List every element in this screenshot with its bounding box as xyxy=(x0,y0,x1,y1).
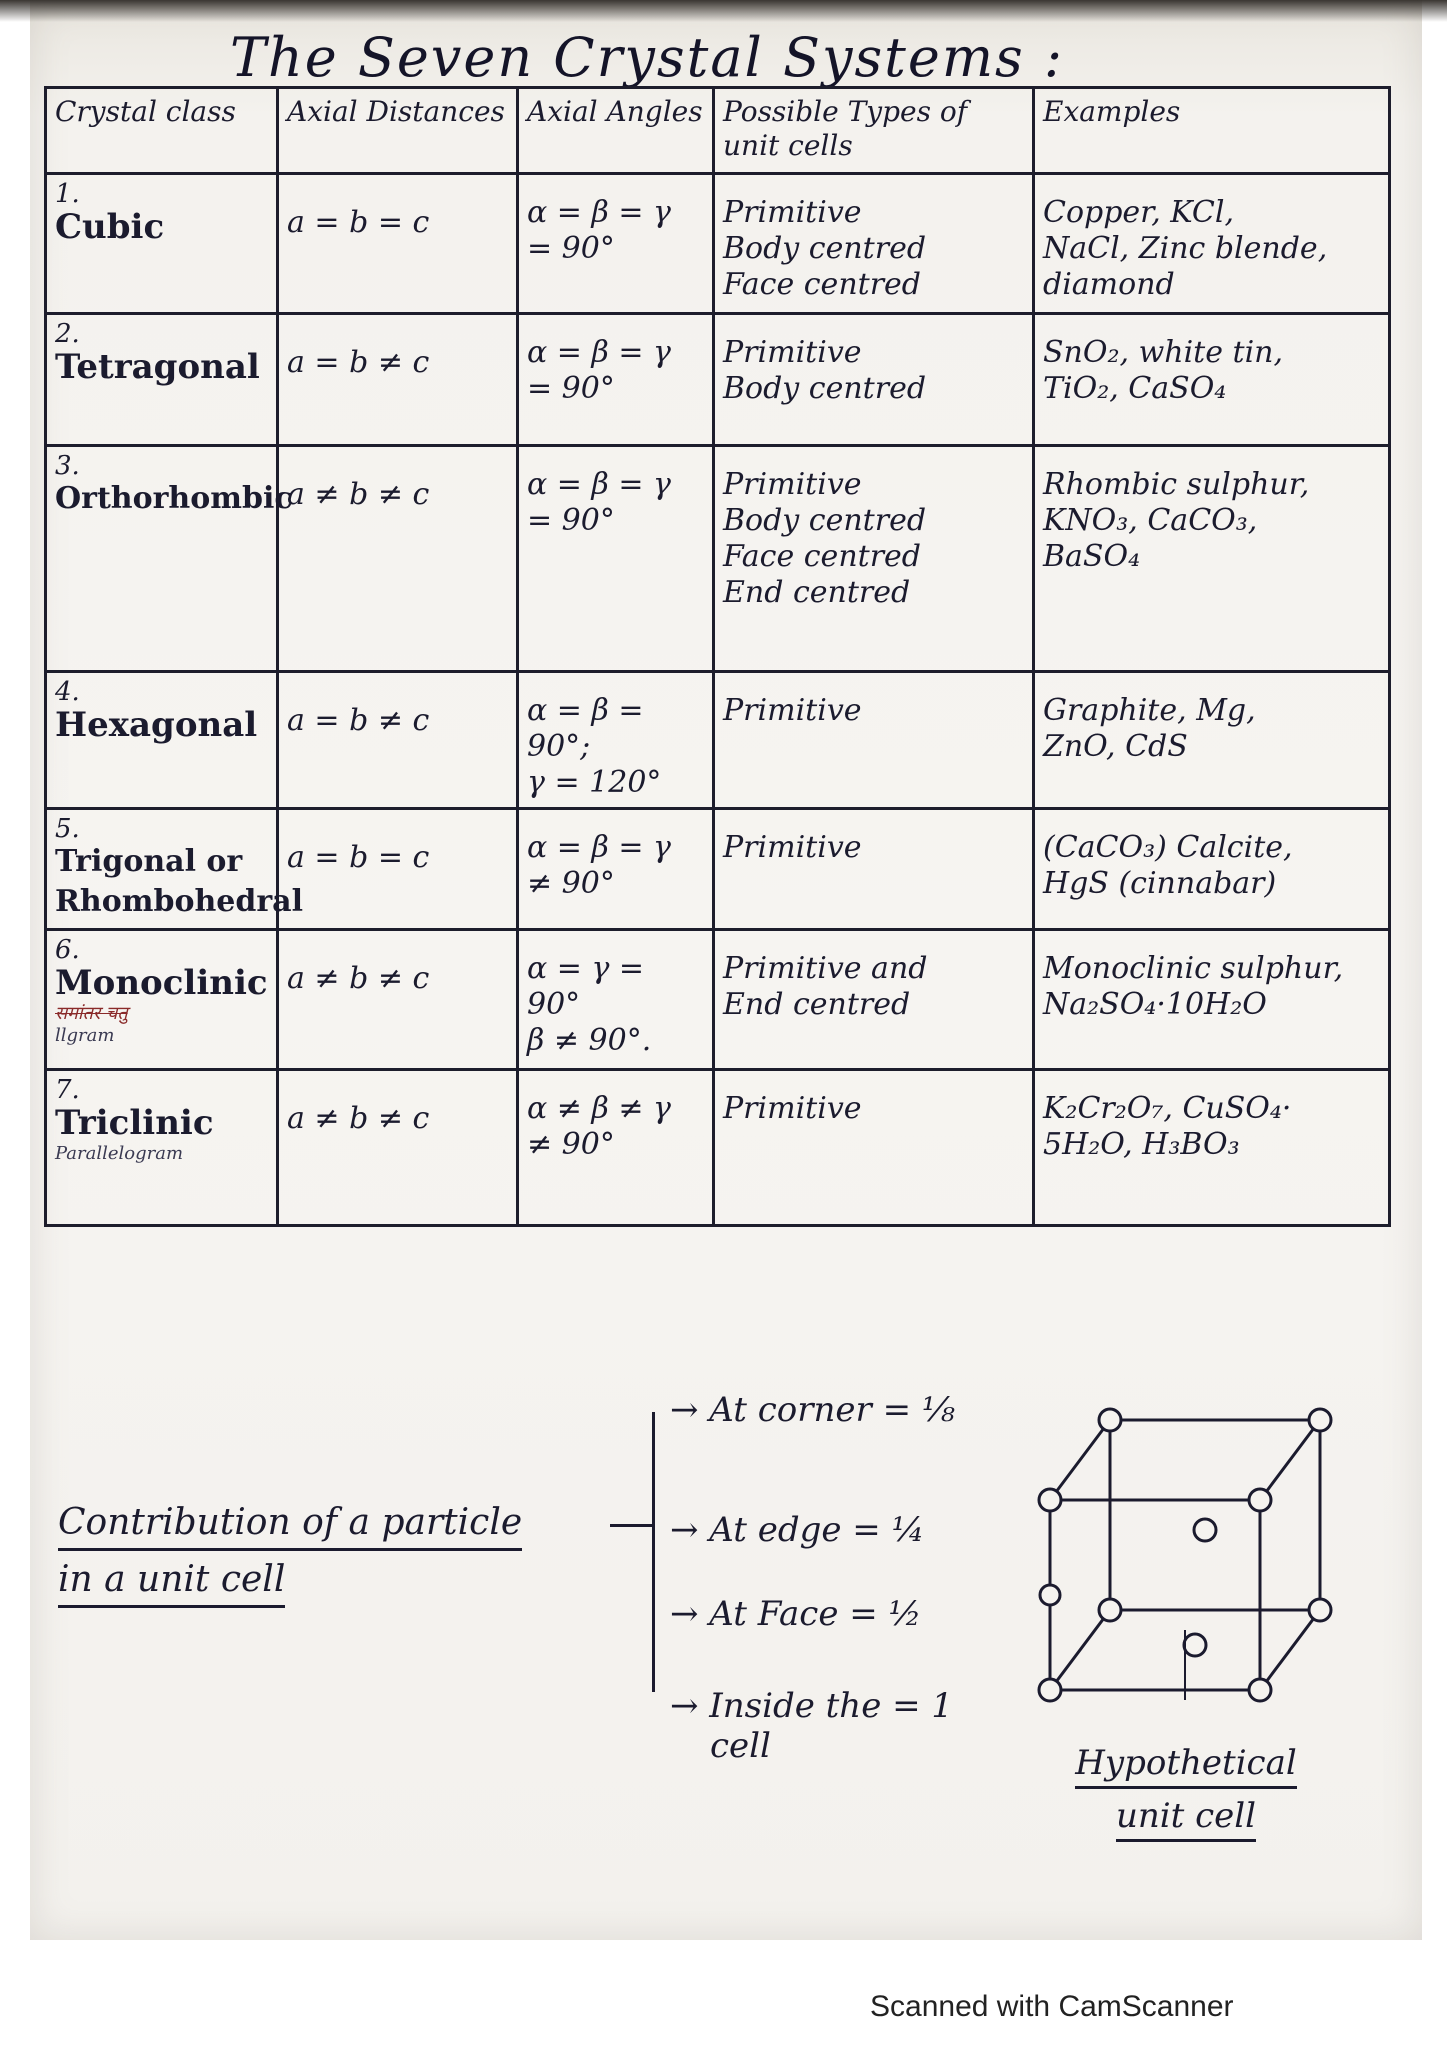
examples-cell-line: BaSO₄ xyxy=(1043,539,1141,574)
row-number: 5. xyxy=(55,814,80,844)
examples-cell-line: KNO₃, CaCO₃, xyxy=(1043,503,1258,538)
examples-cell-line: Graphite, Mg, xyxy=(1043,693,1256,728)
axial-distances-cell: a = b ≠ c xyxy=(278,314,518,446)
unit-cell-types-cell-line: Primitive xyxy=(723,1091,862,1126)
crystal-class-name: Orthorhombic xyxy=(55,481,293,516)
row-number: 1. xyxy=(55,179,80,209)
inside-contribution-cell: cell xyxy=(710,1726,771,1766)
axial-angles-cell-line: α = β = γ = 90° xyxy=(527,467,671,538)
diagram-caption-line-1: Hypothetical xyxy=(1075,1740,1297,1789)
bracket-line xyxy=(652,1412,655,1692)
examples-cell-line: (CaCO₃) Calcite, xyxy=(1043,830,1293,865)
connector-line xyxy=(610,1524,654,1527)
crystal-class-name: Monoclinic xyxy=(55,963,268,1003)
examples-cell-line: K₂Cr₂O₇, CuSO₄· xyxy=(1043,1091,1292,1126)
corner-particle xyxy=(1249,1489,1271,1511)
contribution-line-2: in a unit cell xyxy=(58,1557,285,1608)
axial-angles-cell-line: α ≠ β ≠ γ xyxy=(527,1091,671,1126)
axial-distances-cell: a = b ≠ c xyxy=(278,672,518,809)
scan-top-shadow xyxy=(0,0,1447,22)
table-row xyxy=(46,446,1390,672)
header-axial-angles: Axial Angles xyxy=(518,88,714,174)
unit-cell-types-cell-line: Face centred xyxy=(723,539,921,574)
examples-cell xyxy=(1034,672,1390,809)
crystal-class-name: Tetragonal xyxy=(55,347,260,387)
unit-cell-types-cell-line: Body centred xyxy=(723,371,927,406)
unit-cell-types-cell-line: Primitive xyxy=(723,830,862,865)
table-header-row xyxy=(46,88,1390,174)
axial-angles-cell-line: α = β = 90°; xyxy=(527,693,644,764)
examples-cell xyxy=(1034,809,1390,930)
inside-contribution: → Inside the = 1 xyxy=(670,1686,954,1726)
examples-cell xyxy=(1034,930,1390,1070)
scanner-watermark: Scanned with CamScanner xyxy=(870,1990,1234,2023)
crystal-class-cell xyxy=(46,174,278,314)
table-row xyxy=(46,930,1390,1070)
unit-cell-types-cell-line: Body centred xyxy=(723,503,927,538)
row-number: 3. xyxy=(55,451,80,481)
row-number: 2. xyxy=(55,319,80,349)
axial-angles-cell-line: β ≠ 90°. xyxy=(527,1023,652,1058)
axial-angles-cell xyxy=(518,672,714,809)
examples-cell-line: Monoclinic sulphur, xyxy=(1043,951,1344,986)
examples-cell-line: diamond xyxy=(1043,267,1175,302)
crystal-class-cell xyxy=(46,809,303,930)
unit-cell-types-cell-line: End centred xyxy=(723,575,911,610)
unit-cell-types-cell-line: End centred xyxy=(723,987,911,1022)
examples-cell-line: Copper, KCl, xyxy=(1043,195,1234,230)
table-row xyxy=(46,672,1390,809)
margin-note: llgram xyxy=(55,1025,115,1046)
axial-distances-cell: a ≠ b ≠ c xyxy=(278,930,518,1070)
examples-cell-line: 5H₂O, H₃BO₃ xyxy=(1043,1127,1240,1162)
row-number: 7. xyxy=(55,1075,80,1105)
axial-angles-cell-line: α = β = γ = 90° xyxy=(527,335,671,406)
unit-cell-types-cell xyxy=(714,809,1034,930)
unit-cell-types-cell-line: Primitive xyxy=(723,195,862,230)
unit-cell-types-cell-line: Face centred xyxy=(723,267,921,302)
crystal-class-cell xyxy=(46,314,278,446)
examples-cell-line: HgS (cinnabar) xyxy=(1043,866,1277,901)
crystal-class-name: Hexagonal xyxy=(55,705,258,745)
header-examples: Examples xyxy=(1034,88,1390,174)
face-particle xyxy=(1184,1634,1206,1656)
header-unit-cell-types: Possible Types of unit cells xyxy=(714,88,1034,174)
body-particle xyxy=(1194,1519,1216,1541)
unit-cell-types-cell xyxy=(714,1070,1034,1226)
diagram-caption-line-2: unit cell xyxy=(1116,1793,1256,1842)
axial-angles-cell xyxy=(518,930,714,1070)
axial-angles-cell-line: ≠ 90° xyxy=(527,1127,615,1162)
axial-distances-cell: a ≠ b ≠ c xyxy=(278,1070,518,1226)
edge-contribution: → At edge = ¼ xyxy=(670,1510,925,1550)
axial-angles-cell xyxy=(518,1070,714,1226)
edge-particle xyxy=(1040,1585,1060,1605)
table-row xyxy=(46,809,1390,930)
examples-cell xyxy=(1034,314,1390,446)
face-contribution: → At Face = ½ xyxy=(670,1594,922,1634)
crystal-class-name: Trigonal or Rhombohedral xyxy=(55,844,303,919)
cube-front-face xyxy=(1050,1500,1260,1690)
axial-angles-cell xyxy=(518,314,714,446)
margin-note: समांतर चतु xyxy=(55,1003,128,1024)
crystal-class-cell xyxy=(46,446,293,672)
cube-back-face xyxy=(1110,1420,1320,1610)
unit-cell-types-cell xyxy=(714,174,1034,314)
examples-cell-line: NaCl, Zinc blende, xyxy=(1043,231,1328,266)
corner-particle xyxy=(1039,1489,1061,1511)
examples-cell-line: SnO₂, white tin, xyxy=(1043,335,1284,370)
unit-cell-types-cell-line: Primitive and xyxy=(723,951,928,986)
examples-cell-line: TiO₂, CaSO₄ xyxy=(1043,371,1227,406)
contribution-label xyxy=(58,1500,618,1614)
axial-distances-cell: a ≠ b ≠ c xyxy=(278,446,518,672)
axial-angles-cell xyxy=(518,446,714,672)
unit-cell-types-cell-line: Primitive xyxy=(723,467,862,502)
axial-distances-cell: a = b = c xyxy=(278,174,518,314)
unit-cell-types-cell-line: Primitive xyxy=(723,335,862,370)
margin-note: Parallelogram xyxy=(55,1143,184,1164)
corner-particle xyxy=(1309,1599,1331,1621)
unit-cell-types-cell-line: Body centred xyxy=(723,231,927,266)
header-crystal-class: Crystal class xyxy=(46,88,278,174)
corner-particle xyxy=(1039,1679,1061,1701)
axial-distances-cell: a = b = c xyxy=(278,809,518,930)
unit-cell-types-cell xyxy=(714,314,1034,446)
crystal-class-cell xyxy=(46,672,278,809)
hypothetical-unit-cell-diagram xyxy=(1020,1400,1350,1720)
axial-angles-cell-line: α = β = γ = 90° xyxy=(527,195,671,266)
table-row xyxy=(46,174,1390,314)
row-number: 4. xyxy=(55,677,80,707)
corner-particle xyxy=(1309,1409,1331,1431)
table-row xyxy=(46,1070,1390,1226)
axial-angles-cell xyxy=(518,174,714,314)
unit-cell-types-cell xyxy=(714,930,1034,1070)
unit-cell-types-cell xyxy=(714,672,1034,809)
axial-angles-cell-line: α = γ = 90° xyxy=(527,951,645,1022)
crystal-class-name: Cubic xyxy=(55,207,165,247)
page-title: The Seven Crystal Systems : xyxy=(230,26,1065,89)
crystal-class-cell xyxy=(46,1070,278,1226)
unit-cell-types-cell-line: Primitive xyxy=(723,693,862,728)
row-number: 6. xyxy=(55,935,80,965)
axial-angles-cell-line: γ = 120° xyxy=(527,765,662,800)
examples-cell xyxy=(1034,1070,1390,1226)
corner-particle xyxy=(1099,1409,1121,1431)
examples-cell-line: ZnO, CdS xyxy=(1043,729,1188,764)
header-axial-distances: Axial Distances xyxy=(278,88,518,174)
axial-angles-cell xyxy=(518,809,714,930)
contribution-line-1: Contribution of a particle xyxy=(58,1500,522,1551)
corner-particle xyxy=(1099,1599,1121,1621)
axial-angles-cell-line: α = β = γ ≠ 90° xyxy=(527,830,671,901)
examples-cell xyxy=(1034,174,1390,314)
examples-cell xyxy=(1034,446,1390,672)
table-row xyxy=(46,314,1390,446)
unit-cell-types-cell xyxy=(714,446,1034,672)
crystal-systems-table xyxy=(44,86,1391,1227)
crystal-class-cell xyxy=(46,930,278,1070)
corner-contribution: → At corner = ⅛ xyxy=(670,1390,955,1430)
crystal-class-name: Triclinic xyxy=(55,1103,214,1143)
corner-particle xyxy=(1249,1679,1271,1701)
examples-cell-line: Na₂SO₄·10H₂O xyxy=(1043,987,1267,1022)
examples-cell-line: Rhombic sulphur, xyxy=(1043,467,1310,502)
diagram-caption xyxy=(1066,1740,1306,1846)
